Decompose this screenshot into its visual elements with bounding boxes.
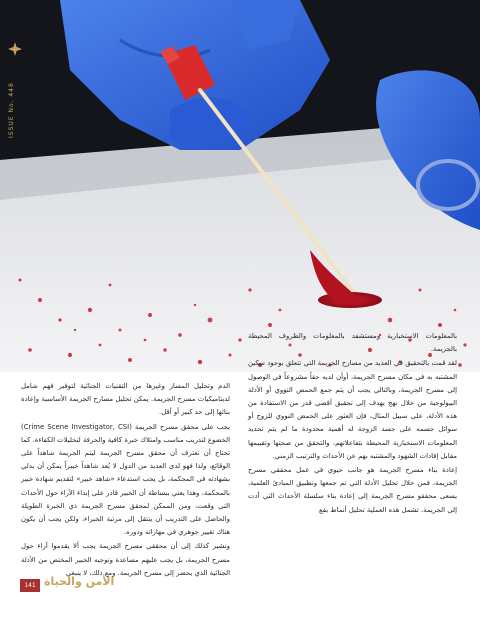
issue-label: ISSUE No. 448 [8, 82, 15, 138]
magazine-title: الأمن والحياة [44, 575, 115, 588]
column-right [248, 330, 457, 517]
paragraph: يجب على محقق مسرح الجريمة (Crime Scene Investigator, CSI) الخضوع لتدريب مناسب وامتلاك خبرة كافية والحرفة لتخليلات الكفاءة. كما تحتاج أن تعترف أن محقق مسرح الجريمة ليتم الجريمة شاهداً على الوقائع، ولذا فهو لدى العديد من الدول لا يُعد شاهداً خبيراً يمكن أن يدلي بشهادته في المحكمة، بل يجب استدعاء «شاهد خبير» لتقديم شهادة خبير بالمحكمة، وهذا يعني ببساطة أن الخبير قادر على إبداء الآراء حول الأحداث التي وقعت، ومن الممكن لمحقق مسرح الجريمة ذي الخبرة الطويلة والحاصل على التدريب أن ينتقل إلى مرتبة الخبراء، ولكن يجب أن يكون هناك تغيير جوهري في مهاراته ودوره. [20, 422, 230, 537]
paragraph: إعادة بناء مسرح الجريمة هو جانب حيوي في عمل محققي مسرح الجريمة، فمن خلال تحليل الأدلة التي تم جمعها وتطبيق المبادئ العلمية، يسعى محققو مسرح الجريمة إلى إعادة بناء سلسلة الأحداث التي أدت إلى الجريمة. تشمل هذه العملية تحليل أنماط بقع [248, 466, 457, 514]
paragraph: ونشير كذلك إلى أن محققي مسرح الجريمة يجب ألا يقدموا آراء حول مسرح الجريمة، بل يجب عليهم مساعدة وتوجيه الخبير المختص من الأدلة الجنائية الذي يحضر إلى مسرح الجريمة. ومع ذلك، لا ينبغي [21, 542, 230, 577]
star-ornament-icon [8, 42, 22, 56]
page-number: 141 [20, 579, 40, 592]
paragraph: بالمعلومات الاستخبارية ومستشفد بالمعلومات والظروف المحيطة بالجريمة. [248, 332, 457, 354]
paragraph: الدم وتحليل المسار وغيرها من التقنيات الجنائية لتوفير فهم شامل لديناميكيات مسرح الجريمة. يمكن تحليل مسارح الجريمة الأساسية وإعادة بنائها إلى حد كبير أو أقل. [21, 382, 230, 417]
paragraph: لقد قمت بالتحقيق في العديد من مسارح الجريمة التي تتعلق بوجود سكين المشتبه به في مكان مسرح الجريمة، أوأن لديه حقاً مشروعاً في الوصول إلى مسرح الجريمة، وبالتالي يجب أن يتم جمع الحمض النووي أو الأدلة البيولوجية من خلال نهج يهدف إلى تحقيق أقصى قدر من الاستفادة من هذه الأدلة، على سبيل المثال، فإن العثور على الحمض النووي للزوج أو سوائل جسمه على جسد الزوجة له أهمية محدودة ما لم يتم تحديد المعلومات الاستخبارية المحيطة بتفاعلاتهم، والتحقق من صحتها وتقييمها مقابل إفادات الشهود والمشتبه بهم عن الأحداث والترتيب الزمني. [248, 359, 457, 460]
column-left [21, 380, 230, 580]
